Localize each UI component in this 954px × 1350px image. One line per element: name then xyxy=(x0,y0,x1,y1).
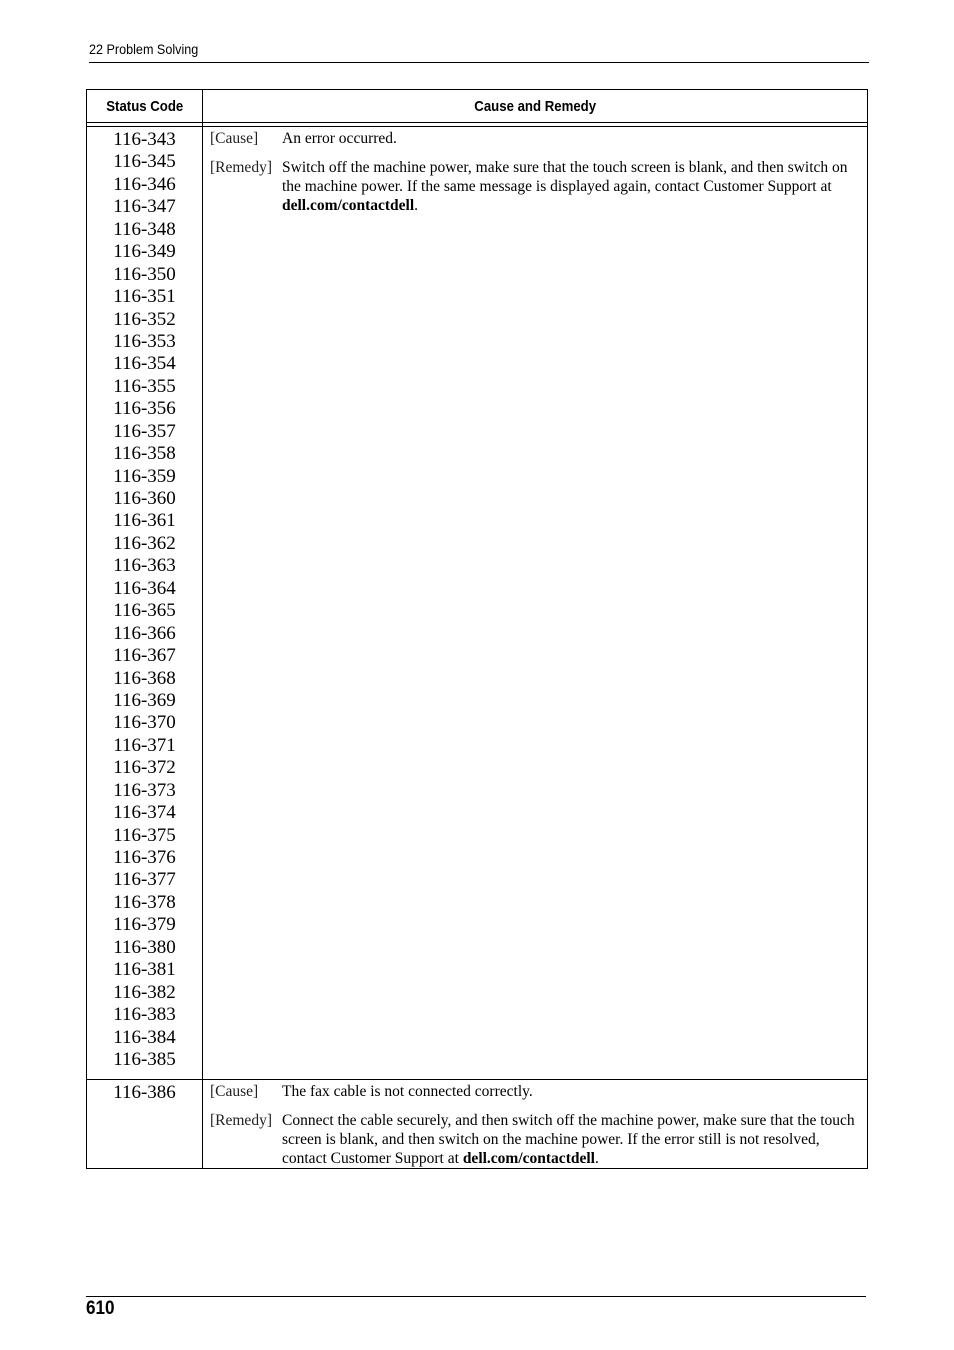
status-code: 116-385 xyxy=(113,1048,176,1070)
table-row xyxy=(87,1080,868,1169)
status-code: 116-382 xyxy=(113,981,176,1003)
status-code: 116-355 xyxy=(113,375,176,397)
status-code: 116-378 xyxy=(113,891,176,913)
status-code: 116-346 xyxy=(113,173,176,195)
status-code: 116-352 xyxy=(113,308,176,330)
status-code: 116-379 xyxy=(113,914,176,936)
entry-text xyxy=(282,1082,859,1101)
status-code: 116-359 xyxy=(113,465,176,487)
entry-text xyxy=(282,129,859,148)
status-code: 116-345 xyxy=(113,151,176,173)
status-code: 116-351 xyxy=(113,286,176,308)
status-code: 116-361 xyxy=(113,510,176,532)
header-rule xyxy=(89,62,869,63)
status-code: 116-347 xyxy=(113,196,176,218)
table-header-row xyxy=(87,90,868,123)
entry-body: An error occurred. xyxy=(282,130,397,147)
status-code-table xyxy=(86,89,868,1169)
status-code: 116-349 xyxy=(113,241,176,263)
entry-label: [Cause] xyxy=(210,1083,259,1101)
status-code: 116-380 xyxy=(113,936,176,958)
status-code: 116-364 xyxy=(113,577,176,599)
status-code: 116-371 xyxy=(113,734,176,756)
cause-remedy-cell xyxy=(203,1080,868,1169)
table-body xyxy=(87,123,868,1169)
entry-text xyxy=(282,158,859,215)
status-code: 116-354 xyxy=(113,353,176,375)
status-code: 116-357 xyxy=(113,420,176,442)
status-code: 116-370 xyxy=(113,712,176,734)
page-number: 610 xyxy=(86,1298,115,1319)
status-code: 116-367 xyxy=(113,645,176,667)
entry-body: Switch off the machine power, make sure that the touch screen is blank, and then switch on the machine power. If the same message is displayed again, contact Customer Support at xyxy=(282,159,848,195)
status-code: 116-353 xyxy=(113,330,176,352)
status-code: 116-360 xyxy=(113,488,176,509)
status-code: 116-348 xyxy=(113,218,176,240)
status-code: 116-386 xyxy=(113,1082,176,1104)
status-code: 116-356 xyxy=(113,398,176,420)
status-code: 116-362 xyxy=(113,532,176,554)
entry-label: [Remedy] xyxy=(210,159,272,176)
status-code: 116-368 xyxy=(113,667,176,689)
running-head: 22 Problem Solving xyxy=(89,41,199,57)
entry-suffix: . xyxy=(594,1150,599,1168)
status-code-cell xyxy=(87,127,203,1080)
entry-label: [Remedy] xyxy=(210,1112,272,1130)
status-code: 116-343 xyxy=(113,129,176,150)
status-code: 116-377 xyxy=(113,869,176,891)
contact-link[interactable]: dell.com/contactdell xyxy=(462,1150,595,1168)
cause-entry xyxy=(210,129,859,148)
cause-entry xyxy=(210,1082,859,1101)
status-code: 116-372 xyxy=(113,757,176,779)
status-code: 116-376 xyxy=(113,847,176,868)
status-code: 116-365 xyxy=(113,600,176,622)
status-code-cell xyxy=(87,1080,203,1169)
status-code: 116-374 xyxy=(113,802,176,824)
entry-text xyxy=(282,1111,859,1168)
status-code-header: Status Code xyxy=(87,90,203,123)
entry-label: [Cause] xyxy=(210,130,259,147)
entry-body: Connect the cable securely, and then switch off the machine power, make sure that the touch screen is blank, and then switch on the machine power. If the error still is not resolved, contact Customer Support at xyxy=(282,1112,855,1168)
remedy-entry xyxy=(210,1111,859,1168)
status-code: 116-384 xyxy=(113,1026,176,1048)
cause-remedy-cell xyxy=(203,127,868,1080)
entry-body: The fax cable is not connected correctly. xyxy=(282,1083,533,1101)
entry-suffix: . xyxy=(414,197,419,214)
footer-rule xyxy=(86,1296,866,1297)
status-code: 116-350 xyxy=(113,263,176,285)
contact-link[interactable]: dell.com/contactdell xyxy=(282,197,415,214)
status-code: 116-363 xyxy=(113,555,176,577)
table-row xyxy=(87,127,868,1080)
status-code: 116-383 xyxy=(113,1004,176,1026)
status-code: 116-381 xyxy=(113,959,176,981)
status-code: 116-358 xyxy=(113,443,176,465)
status-code: 116-369 xyxy=(113,689,176,711)
status-code: 116-375 xyxy=(113,824,176,846)
remedy-entry xyxy=(210,158,859,215)
status-code: 116-373 xyxy=(113,779,176,801)
cause-remedy-header: Cause and Remedy xyxy=(203,90,868,123)
status-code: 116-366 xyxy=(113,622,176,644)
